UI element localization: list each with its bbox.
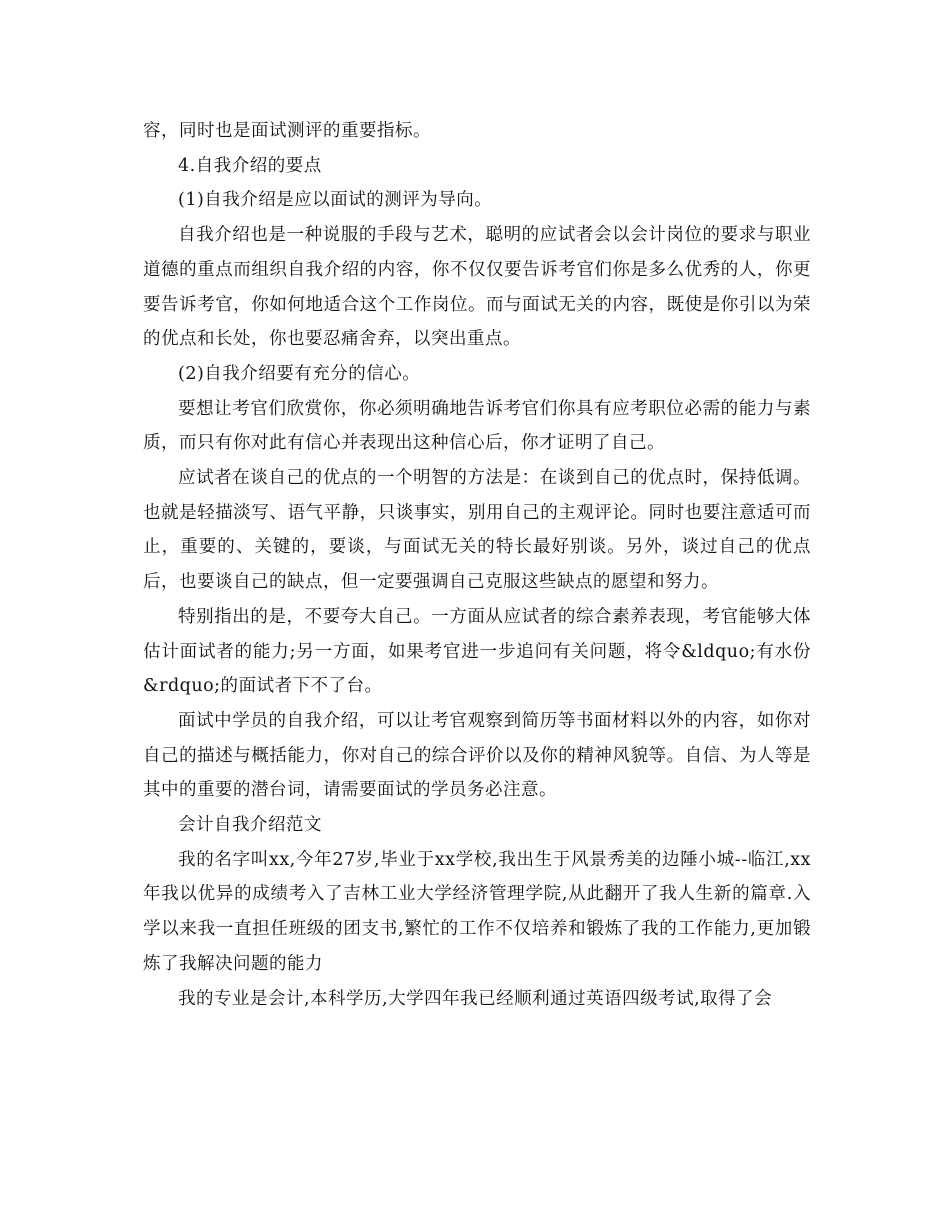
paragraph: 特别指出的是，不要夸大自己。一方面从应试者的综合素养表现，考官能够大体估计面试者的能力;另一方面，如果考官进一步追问有关问题，将令&ldquo;有水份&rdquo;的面试者下不了台。	[143, 606, 811, 697]
paragraph: 要想让考官们欣赏你，你必须明确地告诉考官们你具有应考职位必需的能力与素质，而只有你对此有信心并表现出这种信心后，你才证明了自己。	[143, 398, 811, 454]
section-heading-sample: 会计自我介绍范文	[178, 815, 322, 836]
paragraph: 面试中学员的自我介绍，可以让考官观察到简历等书面材料以外的内容，如你对自己的描述与概括能力，你对自己的综合评价以及你的精神风貌等。自信、为人等是其中的重要的潜台词，请需要面试的学员务必注意。	[143, 710, 811, 801]
subheading-point-1: (1)自我介绍是应以面试的测评为导向。	[178, 190, 493, 211]
paragraph: 我的专业是会计,本科学历,大学四年我已经顺利通过英语四级考试,取得了会	[178, 988, 773, 1009]
subheading-point-2: (2)自我介绍要有充分的信心。	[178, 363, 421, 384]
paragraph: 我的名字叫xx,今年27岁,毕业于xx学校,我出生于风景秀美的边陲小城--临江,xx年我以优异的成绩考入了吉林工业大学经济管理学院,从此翻开了我人生新的篇章.入学以来我一直担任班级的团支书,繁忙的工作不仅培养和锻炼了我的工作能力,更加锻炼了我解决问题的能力	[143, 849, 811, 974]
paragraph: 应试者在谈自己的优点的一个明智的方法是：在谈到自己的优点时，保持低调。也就是轻描淡写、语气平静，只谈事实，别用自己的主观评论。同时也要注意适可而止，重要的、关键的，要谈，与面试无关的特长最好别谈。另外，谈过自己的优点后，也要谈自己的缺点，但一定要强调自己克服这些缺点的愿望和努力。	[143, 468, 811, 593]
section-heading-self-intro-points: 4.自我介绍的要点	[178, 155, 322, 176]
paragraph: 自我介绍也是一种说服的手段与艺术，聪明的应试者会以会计岗位的要求与职业道德的重点而组织自我介绍的内容，你不仅仅要告诉考官们你是多么优秀的人，你更要告诉考官，你如何地适合这个工作岗位。而与面试无关的内容，既使是你引以为荣的优点和长处，你也要忍痛舍弃，以突出重点。	[143, 225, 811, 350]
paragraph-continuation: 容，同时也是面试测评的重要指标。	[143, 121, 431, 141]
document-body	[143, 114, 811, 1016]
